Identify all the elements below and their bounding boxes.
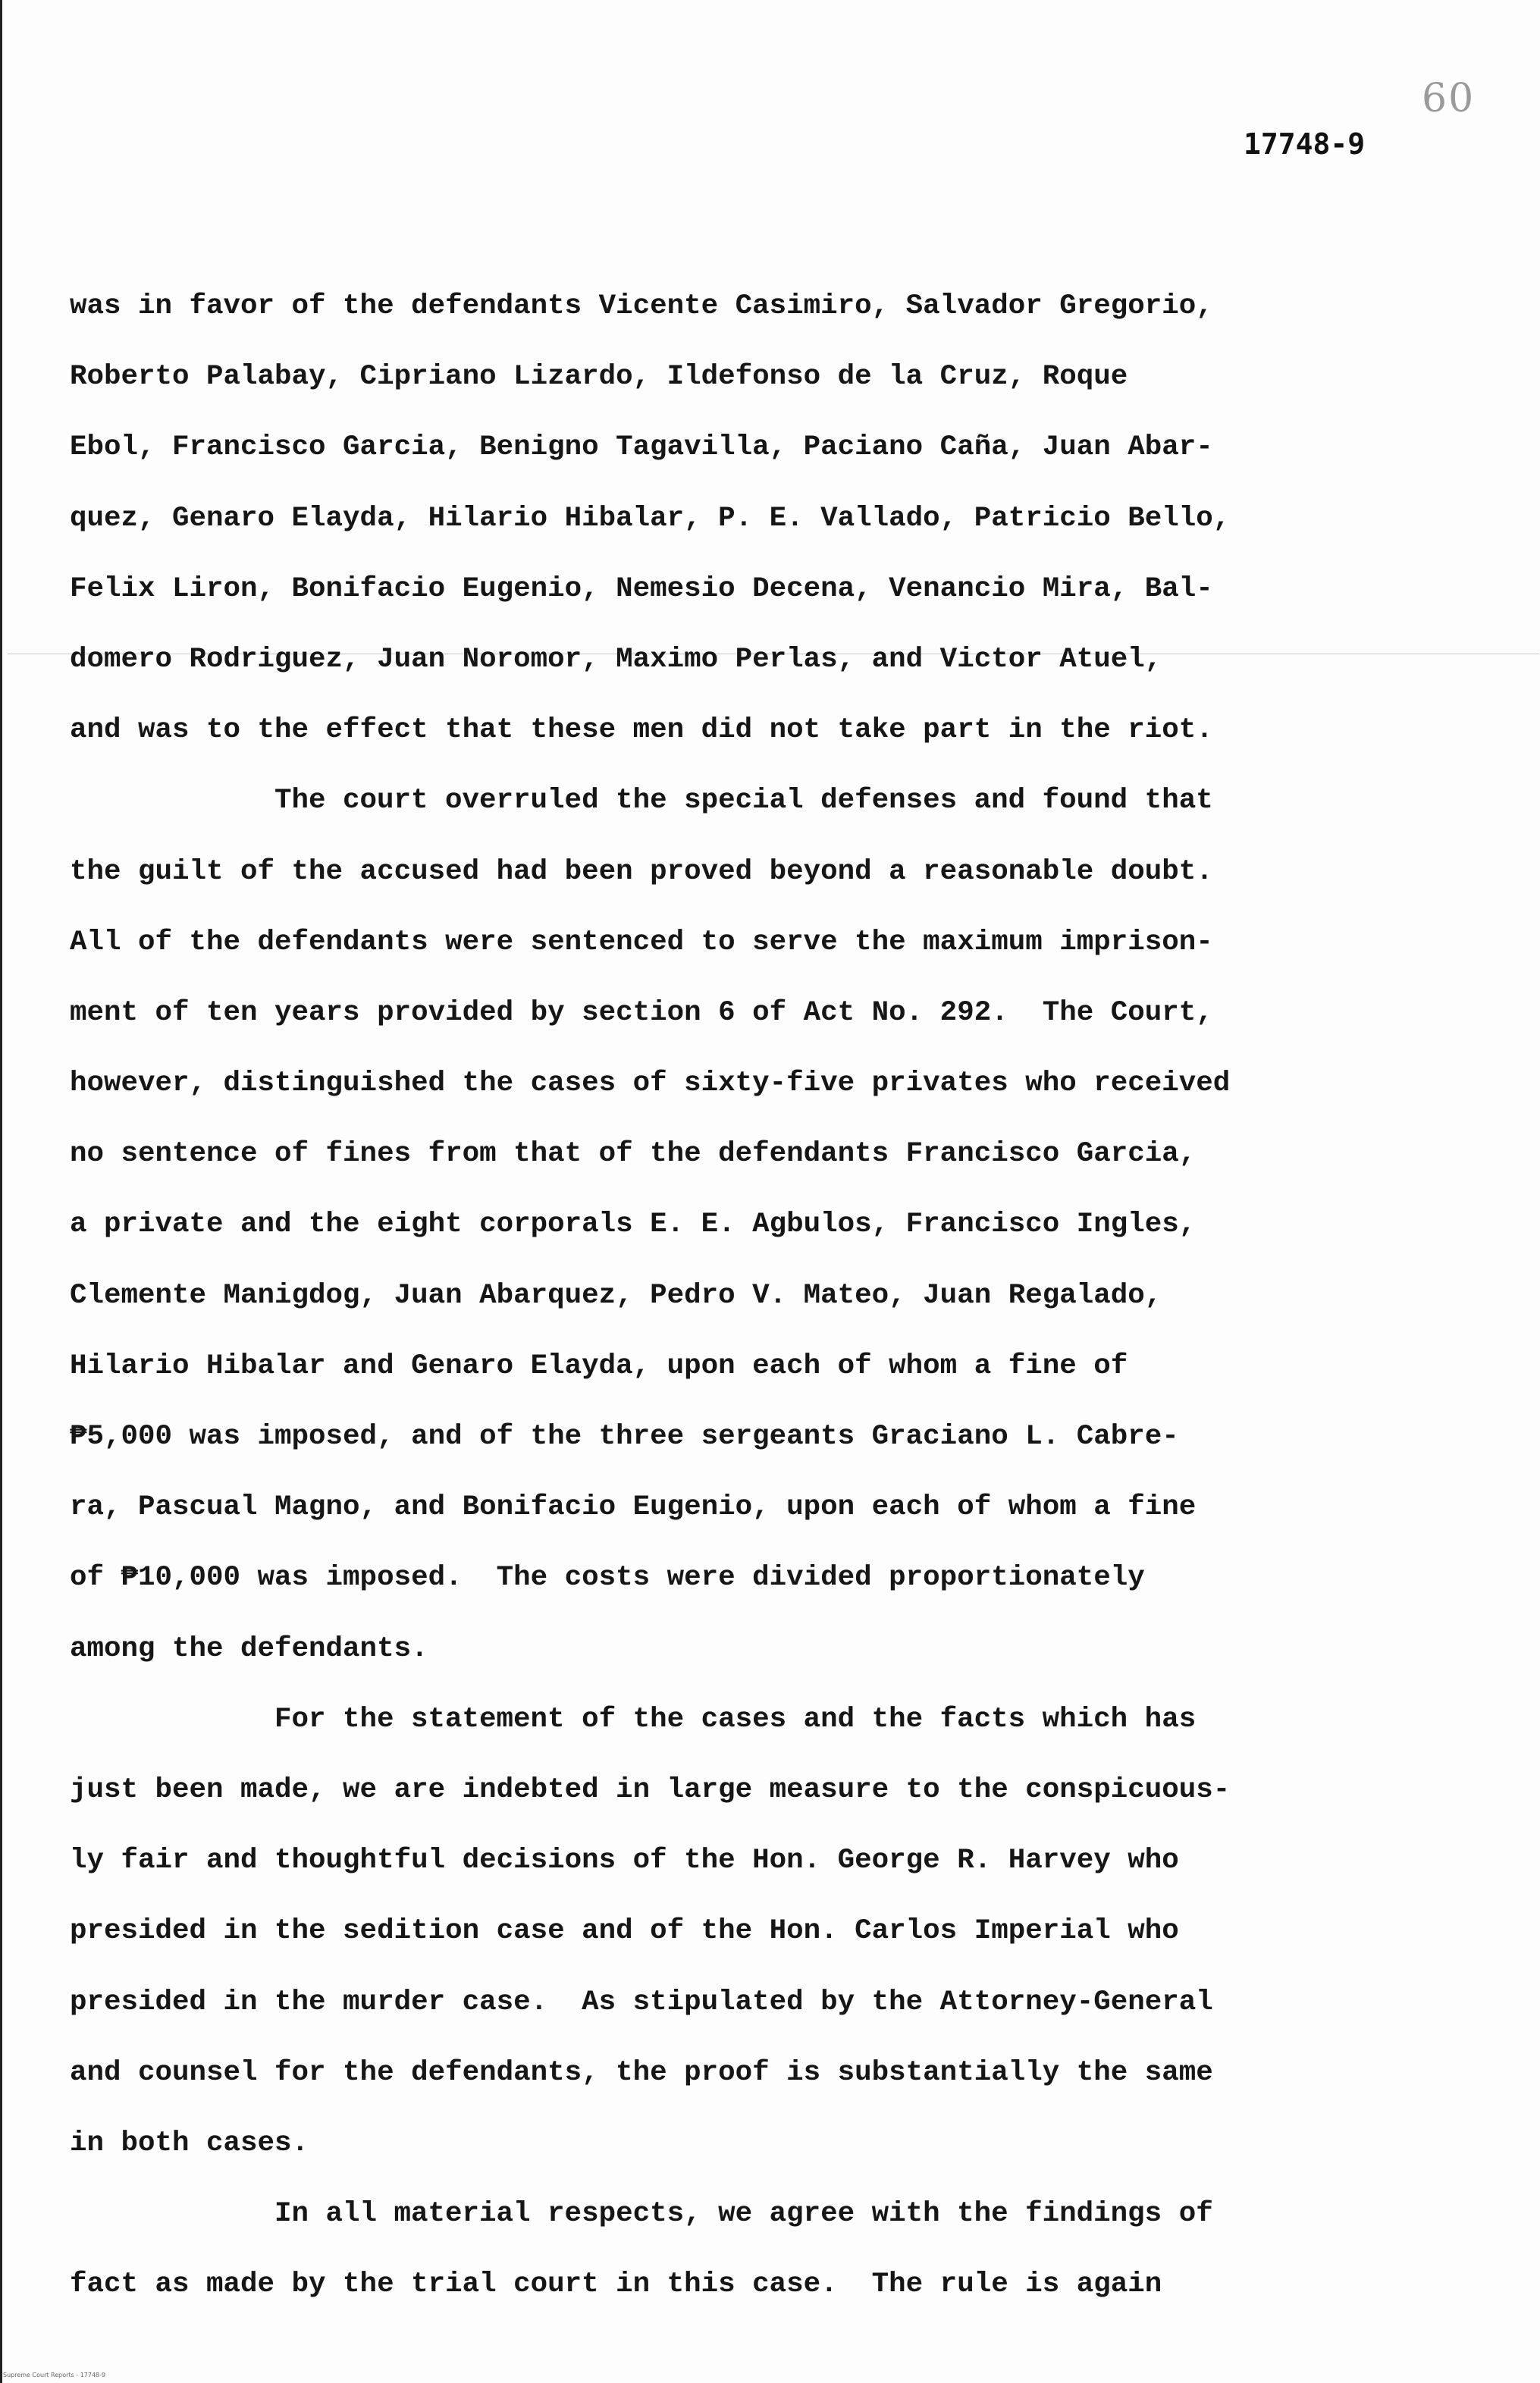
text-line: and counsel for the defendants, the proof is substantially the same	[70, 2056, 1213, 2089]
document-body	[70, 271, 1510, 2320]
footer-stamp: Supreme Court Reports - 17748-9	[3, 2372, 106, 2378]
paragraph-start-line: For the statement of the cases and the facts which has	[274, 1703, 1197, 1736]
text-line: domero Rodriguez, Juan Noromor, Maximo Perlas, and Victor Atuel,	[70, 643, 1162, 676]
text-line: a private and the eight corporals E. E. Agbulos, Francisco Ingles,	[70, 1209, 1197, 1241]
text-line: All of the defendants were sentenced to serve the maximum imprison-	[70, 926, 1213, 958]
text-line: and was to the effect that these men did not take part in the riot.	[70, 714, 1213, 747]
text-line: of ₱10,000 was imposed. The costs were divided proportionately	[70, 1562, 1145, 1594]
text-line: ly fair and thoughtful decisions of the Hon. George R. Harvey who	[70, 1845, 1179, 1877]
paragraph-start-line: The court overruled the special defenses and found that	[274, 785, 1213, 817]
page-mark: 60	[1422, 76, 1476, 121]
text-line: Ebol, Francisco Garcia, Benigno Tagavilla, Paciano Caña, Juan Abar-	[70, 431, 1213, 464]
paragraph-start-line: In all material respects, we agree with the findings of	[274, 2198, 1213, 2231]
text-line: ₱5,000 was imposed, and of the three sergeants Graciano L. Cabre-	[70, 1421, 1179, 1453]
text-line: Roberto Palabay, Cipriano Lizardo, Ildefonso de la Cruz, Roque	[70, 361, 1128, 394]
text-line: presided in the sedition case and of the Hon. Carlos Imperial who	[70, 1915, 1179, 1948]
text-line: Hilario Hibalar and Genaro Elayda, upon each of whom a fine of	[70, 1350, 1128, 1382]
scan-edge-rule	[0, 0, 2, 2383]
text-line: however, distinguished the cases of sixty-five privates who received	[70, 1068, 1231, 1100]
text-line: ra, Pascual Magno, and Bonifacio Eugenio, upon each of whom a fine	[70, 1491, 1197, 1524]
text-line: just been made, we are indebted in large measure to the conspicuous-	[70, 1773, 1231, 1806]
document-number: 17748-9	[1244, 127, 1366, 161]
text-line: Clemente Manigdog, Juan Abarquez, Pedro V. Mateo, Juan Regalado,	[70, 1279, 1162, 1312]
text-line: Felix Liron, Bonifacio Eugenio, Nemesio Decena, Venancio Mira, Bal-	[70, 572, 1213, 605]
text-line: fact as made by the trial court in this case. The rule is again	[70, 2269, 1162, 2301]
text-line: the guilt of the accused had been proved beyond a reasonable doubt.	[70, 855, 1213, 888]
text-line: presided in the murder case. As stipulated by the Attorney-General	[70, 1986, 1213, 2018]
text-line: quez, Genaro Elayda, Hilario Hibalar, P. E. Vallado, Patricio Bello,	[70, 502, 1231, 535]
text-line: among the defendants.	[70, 1632, 428, 1665]
text-line: was in favor of the defendants Vicente Casimiro, Salvador Gregorio,	[70, 290, 1213, 322]
text-line: in both cases.	[70, 2127, 309, 2159]
text-line: ment of ten years provided by section 6 of Act No. 292. The Court,	[70, 996, 1213, 1029]
text-line: no sentence of fines from that of the defendants Francisco Garcia,	[70, 1138, 1197, 1171]
